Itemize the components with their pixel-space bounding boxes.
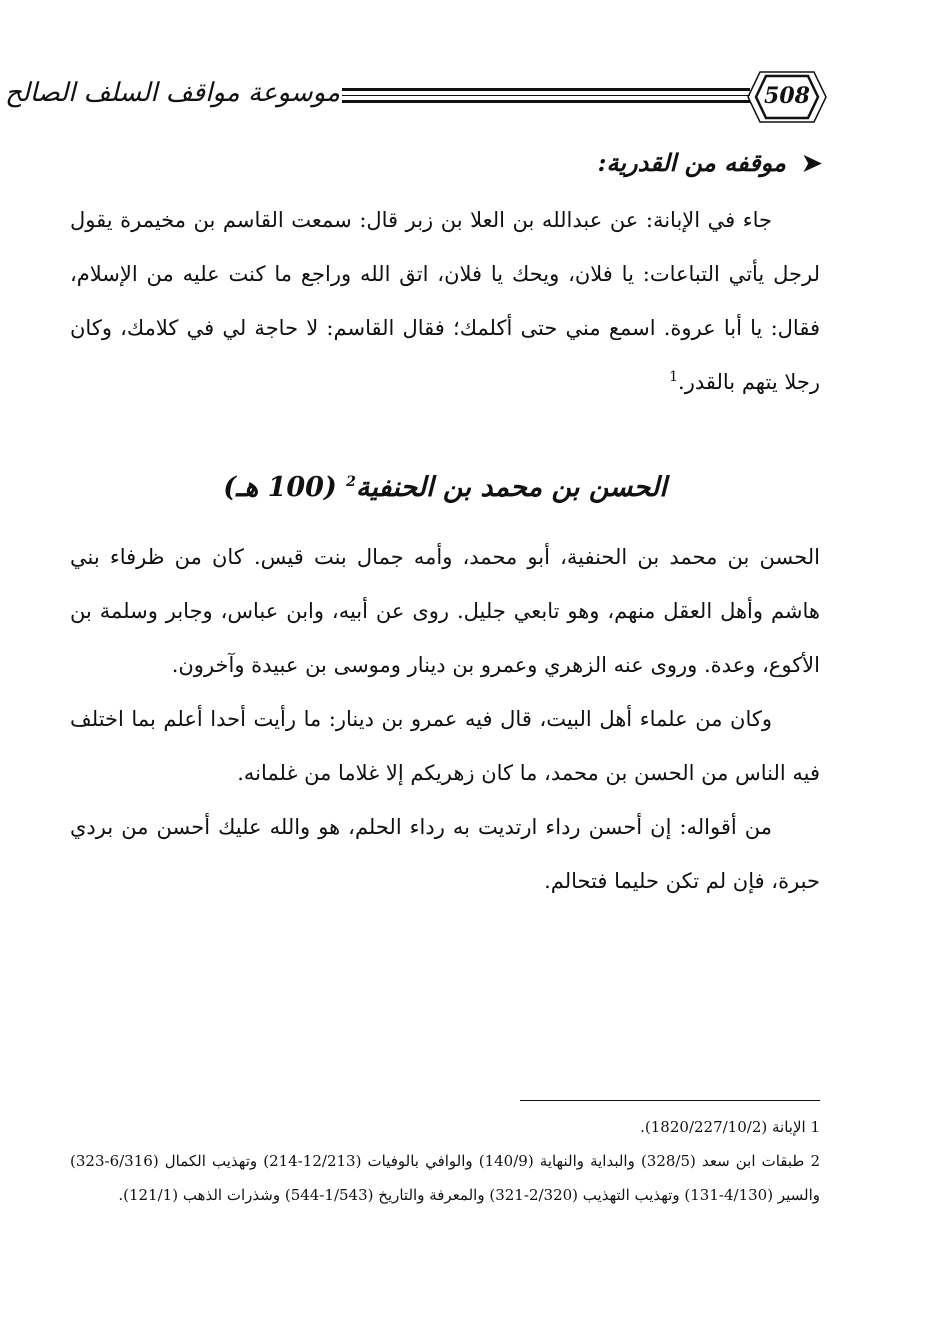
biography-title (70, 472, 820, 503)
footnote: 2 طبقات ابن سعد (328/5) والبداية والنهاية (140/9) والوافي بالوفيات (12/213-214) وتهذيب الكمال (6/316-323) والسير (4/130-131) وتهذيب التهذيب (2/320-321) والمعرفة والتاريخ (1/543-544) وشذرات الذهب (121/1). (70, 1152, 820, 1204)
footnote: 1 الإبانة (1820/227/10/2). (640, 1118, 820, 1136)
page-number-badge (746, 70, 828, 124)
paragraph (70, 193, 820, 409)
bio-year: (100 هـ) (223, 472, 337, 503)
bio-name: الحسن بن محمد بن الحنفية (355, 472, 667, 503)
footnote-divider (520, 1100, 820, 1101)
paragraph: من أقواله: إن أحسن رداء ارتديت به رداء الحلم، هو والله عليك أحسن من بردي حبرة، فإن لم تكن حليما فتحالم. (70, 815, 820, 893)
paragraph-text: جاء في الإبانة: عن عبدالله بن العلا بن زبر قال: سمعت القاسم بن مخيمرة يقول لرجل يأتي التباعات: يا فلان، ويحك يا فلان، اتق الله وراجع ما كنت عليه من الإسلام، فقال: يا أبا عروة. اسمع مني حتى أكلمك؛ فقال القاسم: لا حاجة لي في كلامك، وكان رجلا يتهم بالقدر. (70, 208, 820, 394)
footnote-ref: 2 (346, 474, 356, 490)
header-rule (342, 88, 750, 107)
page-number: 508 (764, 83, 810, 109)
biography-body (70, 530, 820, 908)
section-heading (598, 148, 822, 177)
footnotes (70, 1110, 820, 1212)
paragraph: وكان من علماء أهل البيت، قال فيه عمرو بن دينار: ما رأيت أحدا أعلم بما اختلف فيه الناس من الحسن بن محمد، ما كان زهريكم إلا غلاما من غلمانه. (70, 707, 820, 785)
section-body (70, 193, 820, 409)
book-title: موسوعة مواقف السلف الصالح (5, 78, 340, 108)
paragraph: الحسن بن محمد بن الحنفية، أبو محمد، وأمه جمال بنت قيس. كان من ظرفاء بني هاشم وأهل العقل منهم، وهو تابعي جليل. روى عن أبيه، وابن عباس، وجابر وسلمة بن الأكوع، وعدة. وروى عنه الزهري وعمرو بن دينار وموسى بن عبيدة وآخرون. (70, 545, 820, 677)
arrow-bullet-icon: ➤ (801, 148, 822, 177)
section-heading-text: موقفه من القدرية: (597, 148, 786, 177)
page-header (5, 70, 840, 130)
footnote-ref: 1 (669, 369, 679, 385)
